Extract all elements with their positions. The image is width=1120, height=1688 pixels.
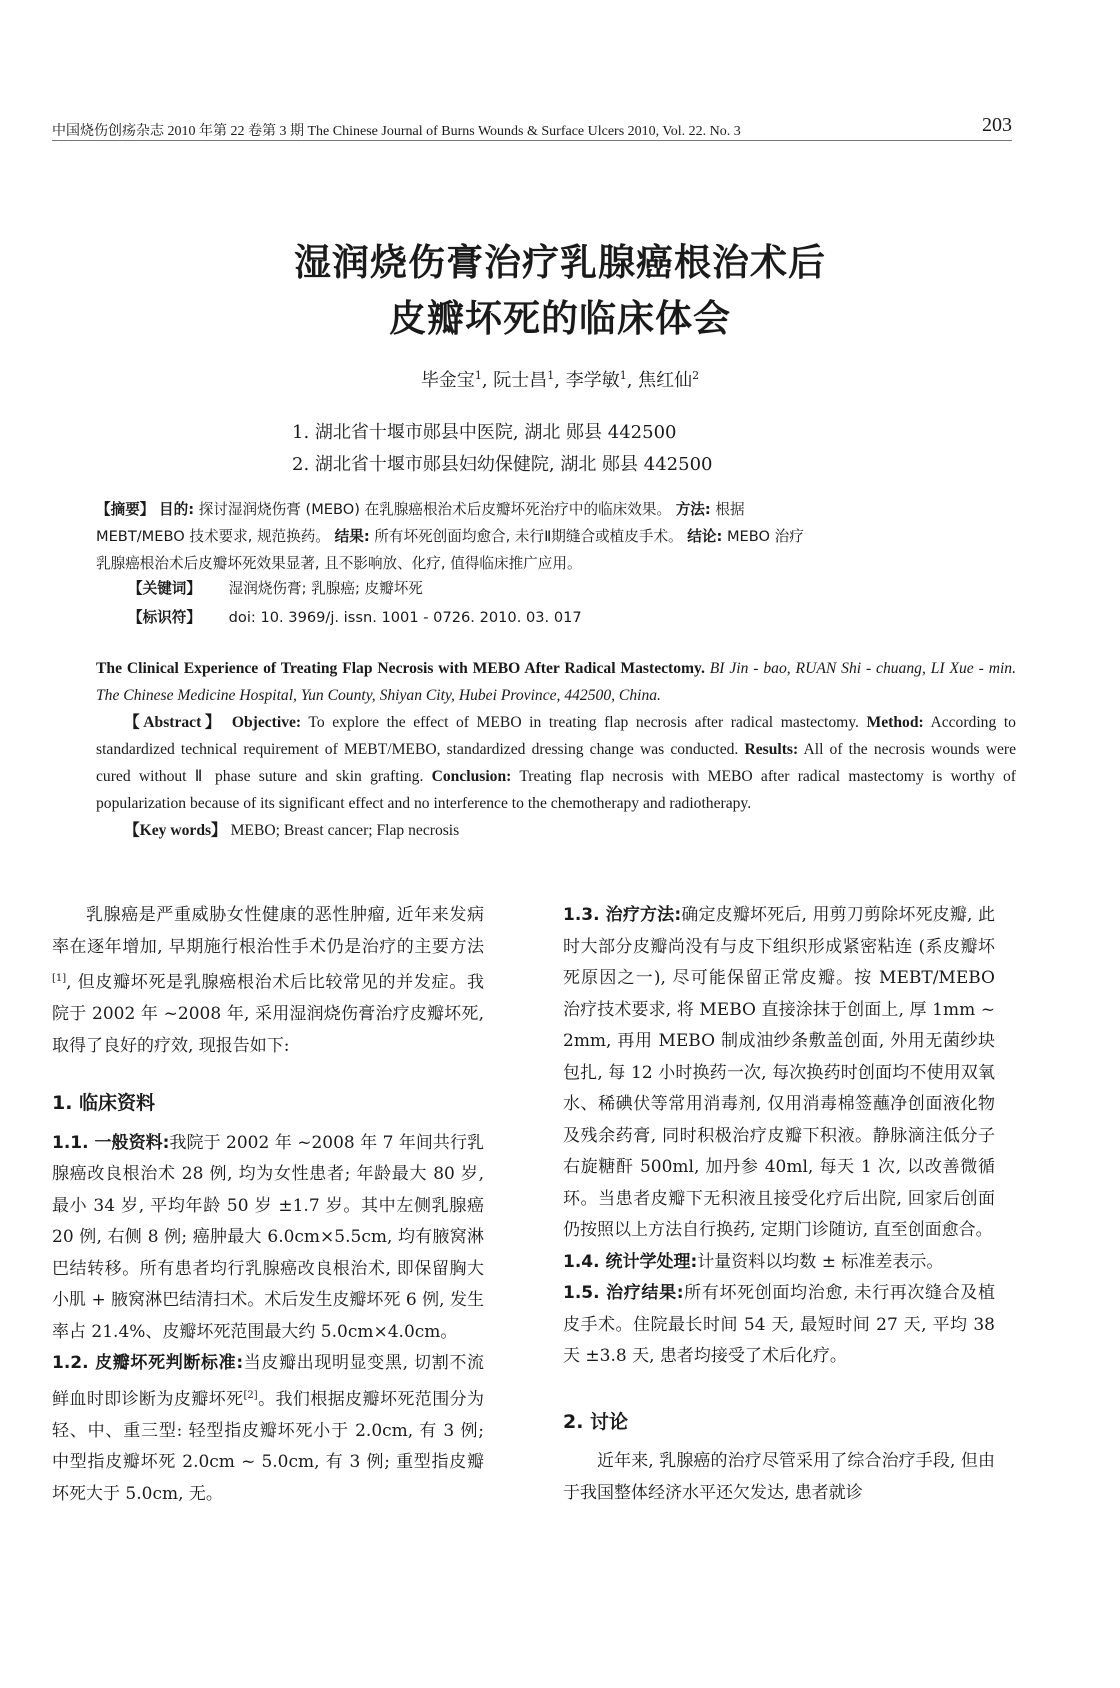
intro-text: 乳腺癌是严重威胁女性健康的恶性肿瘤, 近年来发病率在逐年增加, 早期施行根治性手术仍是治疗的主要方法: [52, 905, 484, 957]
method-text: MEBT/MEBO 技术要求, 规范换药。: [96, 528, 330, 545]
doi-text: doi: 10. 3969/j. issn. 1001 - 0726. 2010. 03. 017: [228, 609, 582, 626]
keywords-label: 【关键词】: [128, 580, 201, 597]
subsection-label: 1.5. 治疗结果:: [563, 1283, 684, 1303]
section-heading-2: 2. 讨论: [563, 1410, 629, 1433]
english-title: The Clinical Experience of Treating Flap Necrosis with MEBO After Radical Mastectomy.: [96, 660, 705, 677]
author-list: 毕金宝$^1$, 阮士昌$^1$, 李学敏$^1$, 焦红仙$^2$: [420, 369, 700, 391]
english-affiliation: The Chinese Medicine Hospital, Yun County, Shiyan City, Hubei Province, 442500, China.: [96, 687, 661, 704]
subsection-text: 确定皮瓣坏死后, 用剪刀剪除坏死皮瓣, 此时大部分皮瓣尚没有与皮下组织形成紧密粘连 (系皮瓣坏死原因之一), 尽可能保留正常皮瓣。按 MEBT/MEBO 治疗技术要求, 将 MEBO 直接涂抹于创面上, 厚 1mm ~ 2mm, 再用 MEBO 制成油纱条敷盖创面, 外用无菌纱块包扎, 每 12 小时换药一次, 每次换药时创面均不使用双氧水、稀碘伏等常用消毒剂, 仅用消毒棉签蘸净创面液化物及残余药膏, 同时积极治疗皮瓣下积液。静脉滴注低分子右旋糖酐 500ml, 加丹参 40ml, 每天 1 次, 以改善微循环。当患者皮瓣下无积液且接受化疗后出院, 回家后创面仍按照以上方法自行换药, 定期门诊随访, 直至创面愈合。: [563, 905, 995, 1240]
keywords-text: 湿润烧伤膏; 乳腺癌; 皮瓣坏死: [228, 580, 423, 597]
author-name: 焦红仙: [638, 370, 693, 391]
subsection-text: 。我们根据皮瓣坏死范围分为轻、中、重三型: 轻型指皮瓣坏死小于 2.0cm, 有 3 例; 中型指皮瓣坏死 2.0cm ~ 5.0cm, 有 3 例; 重型指皮瓣坏死大于 5.0cm, 无。: [52, 1389, 485, 1504]
citation-ref: [2]: [243, 1389, 258, 1401]
doi-row: [128, 606, 582, 627]
english-conclusion-text: Treating flap necrosis with MEBO after radical mastectomy is worthy of popularization because of its significant effect and no interference to the chemotherapy and radiotherapy.: [96, 768, 1016, 812]
journal-citation: 中国烧伤创疡杂志 2010 年第 22 卷第 3 期 The Chinese Journal of Burns Wounds & Surface Ulcers 2010, Vol. 22. No. 3: [52, 124, 741, 139]
subsection-label: 1.4. 统计学处理:: [563, 1251, 698, 1272]
english-authors: BI Jin - bao, RUAN Shi - chuang, LI Xue - min.: [709, 660, 1016, 677]
intro-paragraph: [52, 900, 484, 1062]
discussion-paragraph: 近年来, 乳腺癌的治疗尽管采用了综合治疗手段, 但由于我国整体经济水平还欠发达, 患者就诊: [563, 1451, 995, 1503]
author-affiliation-mark: 1: [547, 369, 555, 382]
subsection-label: 1.3. 治疗方法:: [563, 905, 682, 925]
objective-text: 探讨湿润烧伤膏 (MEBO) 在乳腺癌根治术后皮瓣坏死治疗中的临床效果。: [198, 501, 672, 518]
english-keywords-label: 【Key words】: [124, 822, 227, 839]
english-objective-text: To explore the effect of MEBO in treating flap necrosis after radical mastectomy.: [308, 714, 859, 731]
subsection-1-4: [563, 1247, 995, 1279]
english-objective-label: Objective:: [231, 714, 302, 731]
english-abstract-label: 【Abstract】: [124, 714, 225, 731]
conclusion-text: 乳腺癌根治术后皮瓣坏死效果显著, 且不影响放、化疗, 值得临床推广应用。: [96, 555, 582, 572]
subsection-label: 1.2. 皮瓣坏死判断标准:: [52, 1353, 244, 1374]
subsection-label: 1.1. 一般资料:: [52, 1132, 170, 1153]
running-header: [52, 114, 1012, 141]
method-label: 方法:: [675, 501, 711, 518]
subsection-1-2: [52, 1348, 484, 1510]
english-conclusion-label: Conclusion:: [431, 768, 512, 785]
author-name: 毕金宝: [420, 370, 475, 391]
author-affiliation-mark: 1: [474, 369, 482, 382]
english-results-text: All of the necrosis wounds were cured without Ⅱ phase suture and skin grafting.: [96, 741, 1016, 785]
affiliation-2: 2. 湖北省十堰市郧县妇幼保健院, 湖北 郧县 442500: [292, 454, 713, 475]
body-column-left: [52, 900, 484, 1510]
citation-ref: [1]: [52, 973, 67, 984]
english-method-label: Method:: [866, 714, 924, 731]
english-keywords-text: MEBO; Breast cancer; Flap necrosis: [230, 822, 460, 839]
english-abstract: [96, 655, 1016, 844]
subsection-text: 所有坏死创面均治愈, 未行再次缝合及植皮手术。住院最长时间 54 天, 最短时间 27 天, 平均 38 天 ±3.8 天, 患者均接受了术后化疗。: [563, 1283, 995, 1366]
chinese-keywords: [128, 577, 423, 598]
english-results-label: Results:: [744, 741, 799, 758]
result-text: 所有坏死创面均愈合, 未行Ⅱ期缝合或植皮手术。: [374, 528, 683, 545]
subsection-text: 当皮瓣出现明显变黑, 切割不流鲜血时即诊断为皮瓣坏死: [52, 1353, 484, 1410]
conclusion-label: 结论:: [687, 528, 723, 545]
chinese-abstract: [96, 496, 1008, 577]
subsection-1-5: [563, 1278, 995, 1373]
method-text: 根据: [715, 501, 745, 518]
article-title-line-2: 皮瓣坏死的临床体会: [389, 297, 731, 340]
english-method-text: According to standardized technical requirement of MEBT/MEBO, standardized dressing change was conducted.: [96, 714, 1016, 758]
body-column-right: [563, 900, 995, 1509]
author-affiliation-mark: 1: [619, 369, 627, 382]
author-affiliation-mark: 2: [692, 369, 700, 382]
subsection-text: 计量资料以均数 ± 标准差表示。: [697, 1251, 944, 1272]
subsection-1-1: [52, 1128, 484, 1349]
subsection-text: 我院于 2002 年 ~2008 年 7 年间共行乳腺癌改良根治术 28 例, 均为女性患者; 年龄最大 80 岁, 最小 34 岁, 平均年龄 50 岁 ±1.7 岁。其中左侧乳腺癌 20 例, 右侧 8 例; 癌肿最大 6.0cm×5.5cm, 均有腋窝淋巴结转移。所有患者均行乳腺癌改良根治术, 即保留胸大小肌 + 腋窝淋巴结清扫术。术后发生皮瓣坏死 6 例, 发生率占 21.4%、皮瓣坏死范围最大约 5.0cm×4.0cm。: [52, 1132, 485, 1342]
author-name: 阮士昌: [493, 370, 548, 391]
conclusion-text: MEBO 治疗: [726, 528, 804, 545]
result-label: 结果:: [334, 528, 370, 545]
objective-label: 目的:: [159, 501, 195, 518]
doi-label: 【标识符】: [128, 609, 201, 626]
page-number: 203: [982, 114, 1012, 136]
affiliation-1: 1. 湖北省十堰市郧县中医院, 湖北 郧县 442500: [292, 422, 677, 443]
article-title-line-1: 湿润烧伤膏治疗乳腺癌根治术后: [294, 241, 826, 284]
abstract-label: 【摘要】: [96, 501, 155, 518]
intro-text: , 但皮瓣坏死是乳腺癌根治术后比较常见的并发症。我院于 2002 年 ~2008 年, 采用湿润烧伤膏治疗皮瓣坏死, 取得了良好的疗效, 现报告如下:: [52, 972, 484, 1056]
subsection-1-3: [563, 900, 995, 1247]
author-name: 李学敏: [565, 370, 620, 391]
section-heading-1: 1. 临床资料: [52, 1092, 156, 1115]
